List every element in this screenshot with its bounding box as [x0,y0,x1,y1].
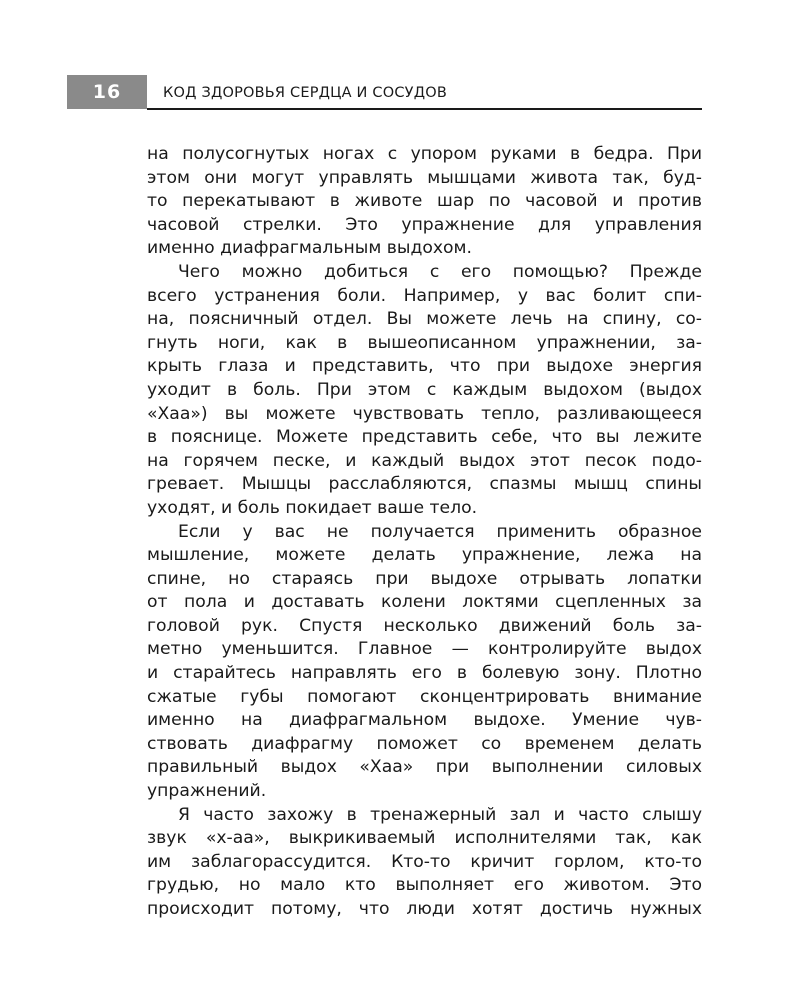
text-line: часовой стрелки. Это упражнение для управления [147,214,702,235]
text-line: метно уменьшится. Главное — контролируйте выдох [147,639,702,660]
text-line: Чего можно добиться с его помощью? Прежде [178,261,702,282]
text-line: гревает. Мышцы расслабляются, спазмы мышц спины [147,474,702,495]
page-number: 16 [67,75,147,109]
text-line: упражнений. [147,781,267,802]
text-line: гнуть ноги, как в вышеописанном упражнении, за- [147,332,702,353]
text-line: в пояснице. Можете представить себе, что вы лежите [147,427,702,448]
running-title: КОД ЗДОРОВЬЯ СЕРДЦА И СОСУДОВ [163,85,448,101]
text-line: этом они могут управлять мышцами живота так, буд- [147,167,702,188]
paragraph [147,143,702,261]
paragraph [147,521,702,804]
running-header [67,75,702,111]
text-line: на полусогнутых ногах с упором руками в бедра. При [147,144,702,164]
text-line: уходят, и боль покидает ваше тело. [147,497,478,518]
text-line: сжатые губы помогают сконцентрировать внимание [147,686,702,707]
body-text [147,143,702,919]
text-line: Я часто захожу в тренажерный зал и часто слышу [178,804,702,825]
text-line: им заблагорассудится. Кто-то кричит горлом, кто-то [147,851,702,872]
text-line: спине, но стараясь при выдохе отрывать лопатки [147,568,702,589]
text-line: грудью, но мало кто выполняет его животом. Это [147,875,702,896]
text-line: всего устранения боли. Например, у вас болит спи- [147,285,702,306]
text-line: мышление, можете делать упражнение, лежа на [147,545,702,566]
paragraph [147,261,702,521]
text-line: звук «х-аа», выкрикиваемый исполнителями так, как [147,828,702,849]
text-line: на горячем песке, и каждый выдох этот песок подо- [147,450,702,471]
text-line: правильный выдох «Хаа» при выполнении силовых [147,757,702,778]
text-line: и старайтесь направлять его в болевую зону. Плотно [147,663,702,684]
text-line: крыть глаза и представить, что при выдохе энергия [147,356,702,377]
text-line: от пола и доставать колени локтями сцепленных за [147,592,702,613]
text-line: именно на диафрагмальном выдохе. Умение чув- [147,710,702,731]
text-line: Если у вас не получается применить образное [178,521,702,542]
text-line: ствовать диафрагму поможет со временем делать [147,733,702,754]
text-line: головой рук. Спустя несколько движений боль за- [147,615,702,636]
text-line: происходит потому, что люди хотят достичь нужных [147,899,702,919]
text-line: именно диафрагмальным выдохом. [147,238,472,259]
text-line: уходит в боль. При этом с каждым выдохом (выдох [147,379,702,400]
text-line: «Хаа») вы можете чувствовать тепло, разливающееся [147,403,702,424]
header-rule [147,108,702,110]
text-line: на, поясничный отдел. Вы можете лечь на спину, со- [147,309,702,330]
paragraph [147,804,702,922]
text-line: то перекатывают в животе шар по часовой и против [147,191,702,212]
